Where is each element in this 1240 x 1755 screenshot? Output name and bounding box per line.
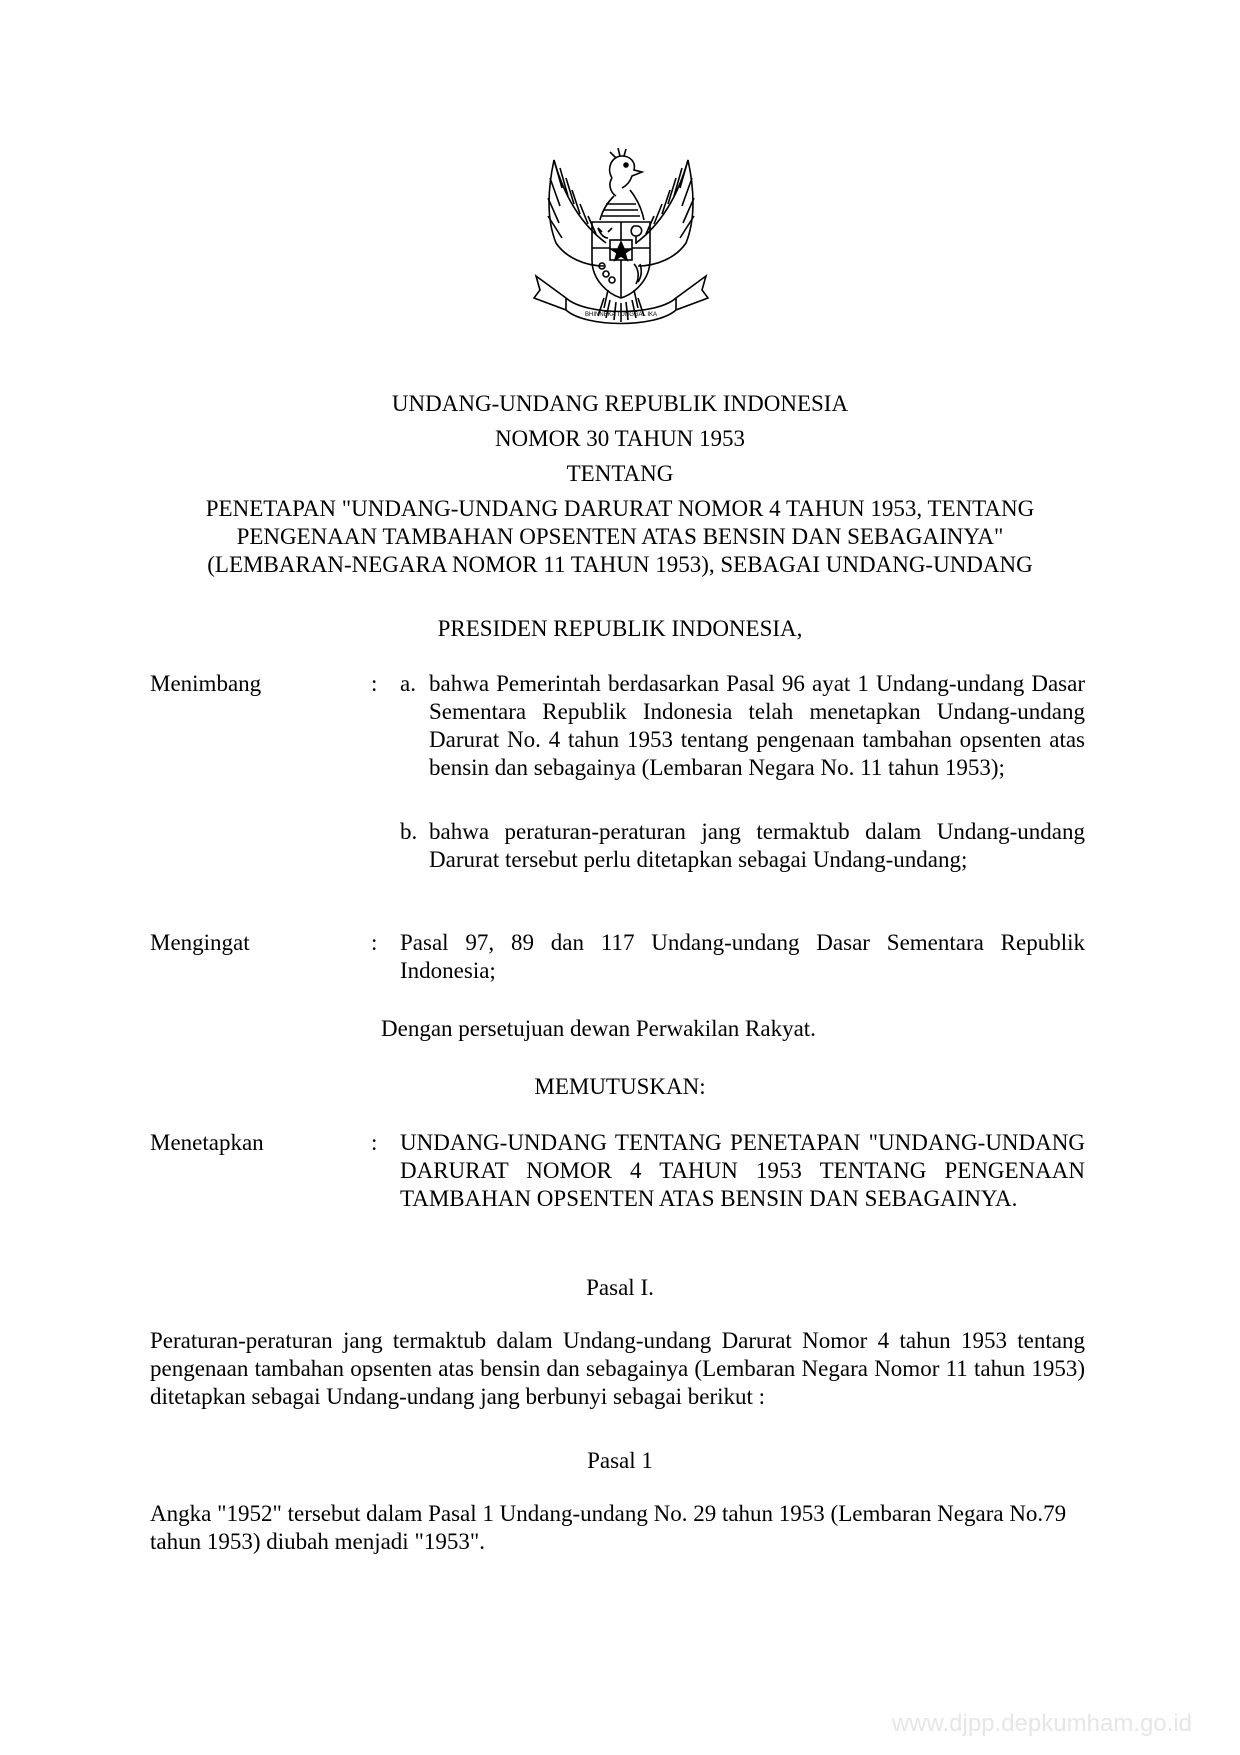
mengingat-colon: :	[371, 930, 378, 955]
watermark-url: www.djpp.depkumham.go.id	[891, 1710, 1192, 1737]
mengingat-text: Pasal 97, 89 dan 117 Undang-undang Dasar Sementara Republik Indonesia;	[400, 930, 1085, 983]
title-line-1: UNDANG-UNDANG REPUBLIK INDONESIA	[391, 391, 849, 416]
menetapkan-colon: :	[371, 1130, 378, 1155]
menimbang-item-a-text: bahwa Pemerintah berdasarkan Pasal 96 ayat 1 Undang-undang Dasar Sementara Republik Indonesia telah menetapkan Undang-undang Darurat No. 4 tahun 1953 tentang pengenaan tambahan opsenten atas bensin dan sebagainya (Lembaran Negara No. 11 tahun 1953);	[429, 671, 1085, 780]
subject-line-3: (LEMBARAN-NEGARA NOMOR 11 TAHUN 1953), SEBAGAI UNDANG-UNDANG	[207, 552, 1033, 577]
title-line-3: TENTANG	[566, 461, 674, 486]
title-line-2: NOMOR 30 TAHUN 1953	[494, 426, 746, 451]
president-heading: PRESIDEN REPUBLIK INDONESIA,	[437, 616, 803, 641]
pasal-i-text: Peraturan-peraturan jang termaktub dalam Undang-undang Darurat Nomor 4 tahun 1953 tentang pengenaan tambahan opsenten atas bensin dan sebagainya (Lembaran Negara Nomor 11 tahun 1953) ditetapkan sebagai Undang-undang jang berbunyi sebagai berikut :	[150, 1328, 1085, 1409]
menetapkan-text: UNDANG-UNDANG TENTANG PENETAPAN "UNDANG-UNDANG DARURAT NOMOR 4 TAHUN 1953 TENTANG PENGENAAN TAMBAHAN OPSENTEN ATAS BENSIN DAN SEBAGAINYA.	[400, 1130, 1085, 1211]
menetapkan-label: Menetapkan	[150, 1130, 264, 1155]
menimbang-item-a-letter: a.	[400, 671, 416, 696]
pasal-i-title: Pasal I.	[586, 1275, 654, 1300]
mengingat-label: Mengingat	[150, 930, 250, 955]
pasal-1-title: Pasal 1	[587, 1448, 653, 1473]
menimbang-label: Menimbang	[150, 671, 262, 696]
memutuskan-heading: MEMUTUSKAN:	[534, 1074, 706, 1099]
emblem-motto: BHINNEKA TUNGGAL IKA	[584, 312, 658, 318]
pasal-1-text: Angka "1952" tersebut dalam Pasal 1 Undang-undang No. 29 tahun 1953 (Lembaran Negara No.79 tahun 1953) diubah menjadi "1953".	[150, 1501, 1067, 1554]
garuda-emblem	[526, 148, 716, 348]
menimbang-colon: :	[371, 671, 378, 696]
subject-line-2: PENGENAAN TAMBAHAN OPSENTEN ATAS BENSIN DAN SEBAGAINYA"	[236, 524, 1004, 549]
menimbang-item-b-text: bahwa peraturan-peraturan jang termaktub dalam Undang-undang Darurat tersebut perlu ditetapkan sebagai Undang-undang;	[429, 819, 1085, 872]
persetujuan-text: Dengan persetujuan dewan Perwakilan Rakyat.	[381, 1016, 816, 1041]
subject-line-1: PENETAPAN "UNDANG-UNDANG DARURAT NOMOR 4 TAHUN 1953, TENTANG	[205, 496, 1035, 521]
garuda-pancasila-icon	[526, 148, 716, 348]
menimbang-item-b-letter: b.	[400, 819, 418, 844]
